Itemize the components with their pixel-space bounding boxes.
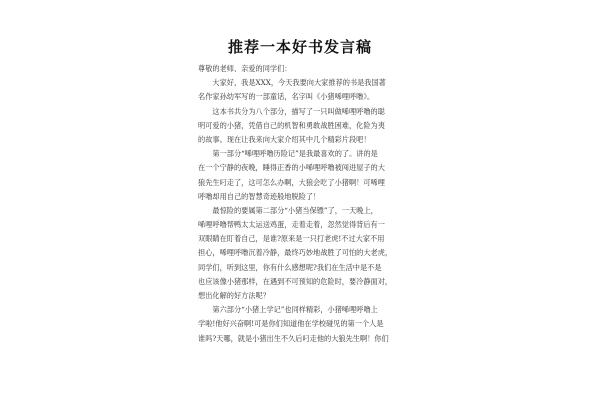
- body-line-7: 第一部分“唏哩呼噜历险记”是我最喜欢的了。讲的是: [198, 149, 378, 159]
- body-line-15: 同学们，听到这里，你有什么感想呢?我们在生活中是不是: [198, 262, 382, 272]
- body-line-10: 呼噜却用自己的智慧奇迹般地脱险了！: [198, 191, 321, 201]
- body-line-14: 担心，唏哩呼噜沉着冷静，最终巧妙地战胜了可怕的大老虎，: [198, 248, 393, 258]
- body-line-18: 第六部分“小猪上学记”也同样精彩，小猪唏哩呼噜上: [198, 305, 378, 315]
- body-line-5: 明可爱的小猪，凭借自己的机智和勇敢战胜困难，化险为夷: [198, 120, 385, 130]
- body-line-1: 尊敬的老师、亲爱的同学们：: [198, 64, 292, 73]
- body-line-4: 这本书共分为八个部分，描写了一只叫做唏哩呼噜的聪: [198, 106, 385, 116]
- body-line-19: 学啦!他好兴奋啊!可是你们知道他在学校碰见的第一个人是: [198, 319, 384, 329]
- body-line-12: 唏哩呼噜帮鸭太太运送鸡蛋，走着走着，忽然觉得背后有一: [198, 220, 385, 230]
- body-line-2: 大家好，我是XXX，今天我要向大家推荐的书是我国著: [198, 78, 386, 88]
- body-line-20: 谁吗?天哪，就是小猪出生不久后叼走他的大狼先生啊！你们: [198, 333, 389, 343]
- body-line-9: 狼先生叼走了，这可怎么办啊，大狼会吃了小猪啊！可唏哩: [198, 177, 385, 187]
- body-line-11: 最惊险的要属第二部分“小猪当保镖”了，一天晚上，: [198, 205, 378, 215]
- document-body: [198, 62, 404, 346]
- body-line-17: 想出化解的好方法呢？: [198, 291, 270, 300]
- body-line-8: 在一个宁静的夜晚，睡得正香的小唏哩呼噜被闯进屋子的大: [198, 163, 385, 173]
- body-line-6: 的故事。现在让我来向大家介绍其中几个精彩片段吧！: [198, 134, 371, 144]
- document-title: 推荐一本好书发言稿: [227, 38, 372, 56]
- body-line-3: 名作家孙幼军写的一部童话，名字叫《小猪唏哩呼噜》。: [198, 92, 375, 102]
- body-line-16: 也应该像小猪那样，在遇到不可预知的危险时，要冷静面对，: [198, 276, 393, 286]
- body-line-13: 双眼睛在盯着自己，是谁?原来是一只打老虎!不过大家不用: [198, 234, 385, 244]
